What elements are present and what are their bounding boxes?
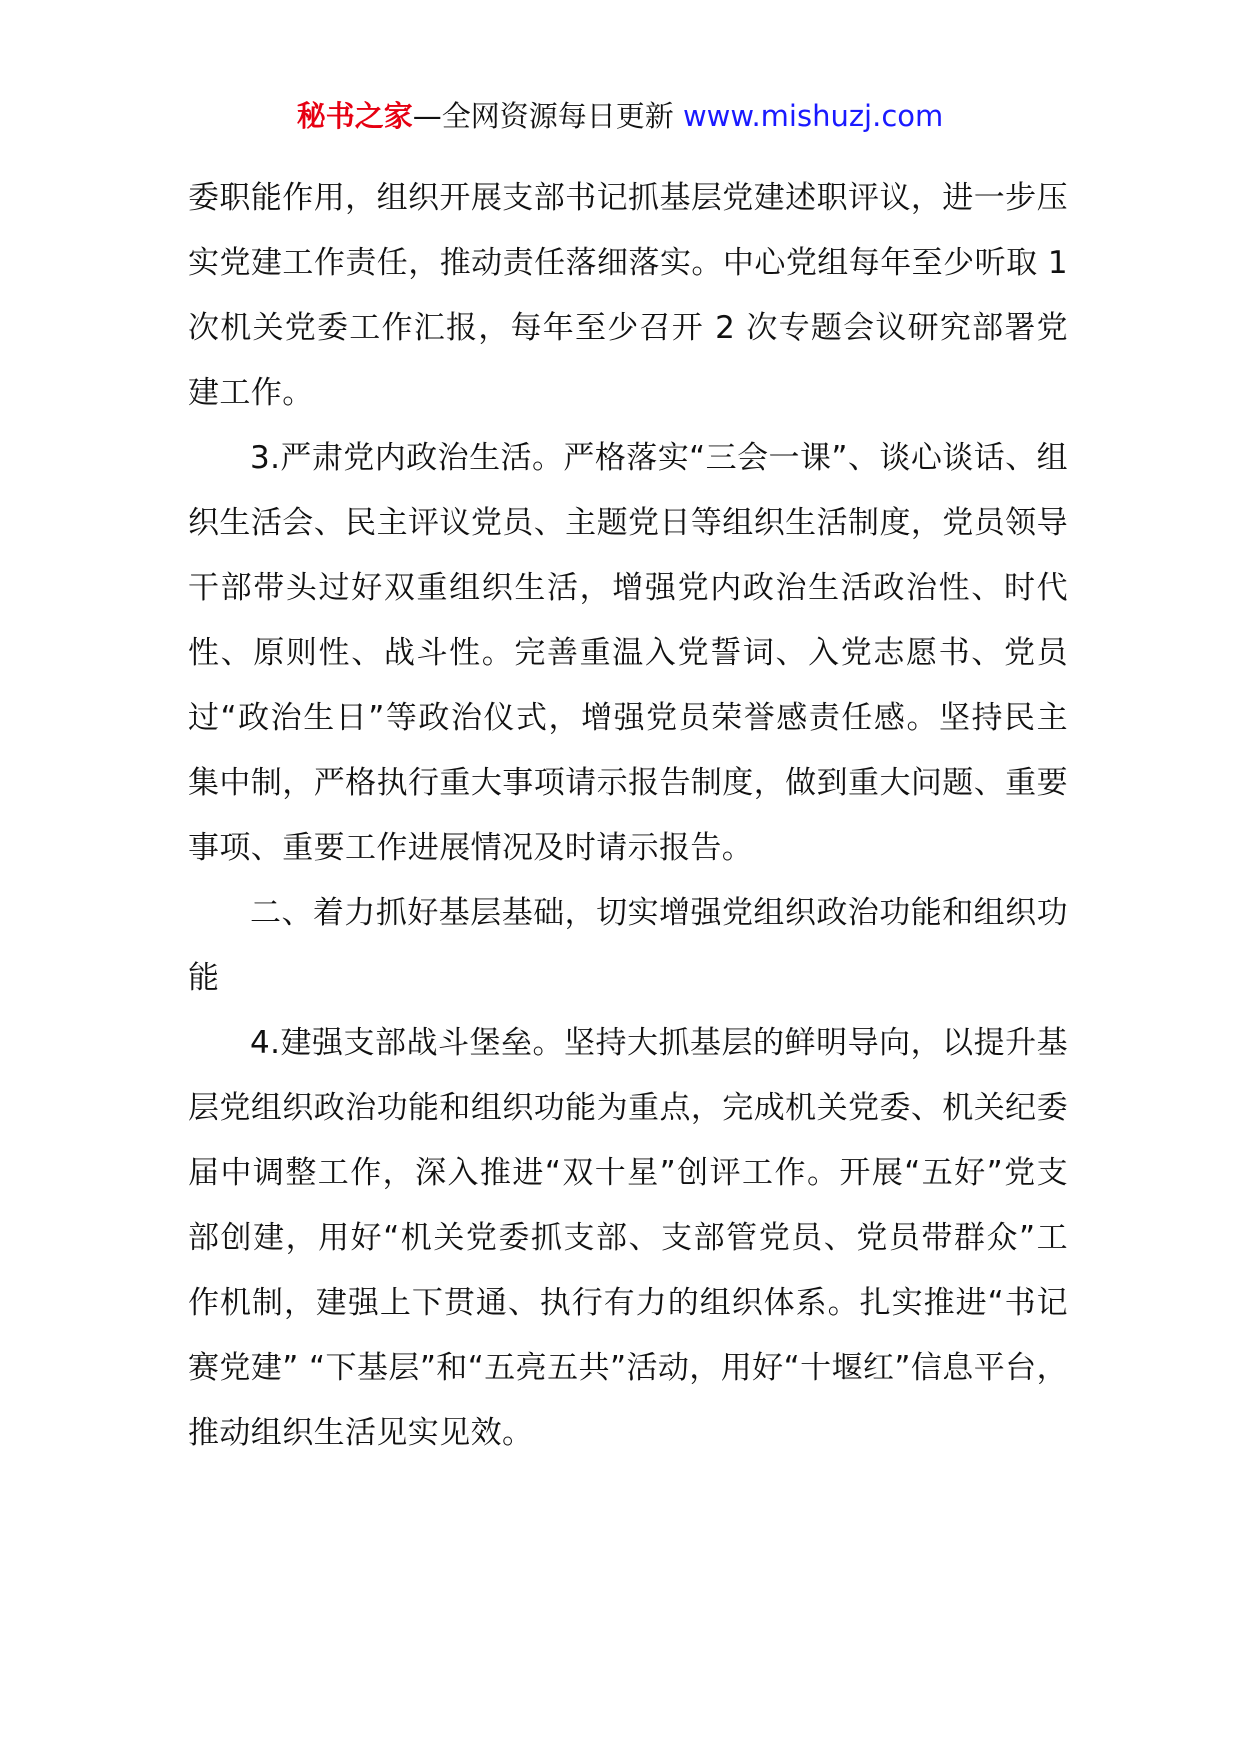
site-tagline: —全网资源每日更新 <box>412 99 674 133</box>
paragraph-item-3: 3.严肃党内政治生活。严格落实“三会一课”、谈心谈话、组织生活会、民主评议党员、主题党日等组织生活制度，党员领导干部带头过好双重组织生活，增强党内政治生活政治性、时代性、原则性、战斗性。完善重温入党誓词、入党志愿书、党员过“政治生日”等政治仪式，增强党员荣誉感责任感。坚持民主集中制，严格执行重大事项请示报告制度，做到重大问题、重要事项、重要工作进展情况及时请示报告。 <box>188 440 1068 866</box>
site-brand-name: 秘书之家 <box>296 99 413 133</box>
paragraph-item-4: 4.建强支部战斗堡垒。坚持大抓基层的鲜明导向，以提升基层党组织政治功能和组织功能为重点，完成机关党委、机关纪委届中调整工作，深入推进“双十星”创评工作。开展“五好”党支部创建，用好“机关党委抓支部、支部管党员、党员带群众”工作机制，建强上下贯通、执行有力的组织体系。扎实推进“书记赛党建” “下基层”和“五亮五共”活动，用好“十堰红”信息平台，推动组织生活见实见效。 <box>188 1025 1068 1451</box>
document-body <box>188 166 1068 1466</box>
paragraph-continuation: 委职能作用，组织开展支部书记抓基层党建述职评议，进一步压实党建工作责任，推动责任落细落实。中心党组每年至少听取 1 次机关党委工作汇报，每年至少召开 2 次专题会议研究部署党建工作。 <box>188 180 1068 411</box>
section-heading-2: 二、着力抓好基层基础，切实增强党组织政治功能和组织功能 <box>188 895 1068 996</box>
site-url[interactable]: www.mishuzj.com <box>682 99 944 133</box>
site-watermark-header <box>0 96 1240 136</box>
